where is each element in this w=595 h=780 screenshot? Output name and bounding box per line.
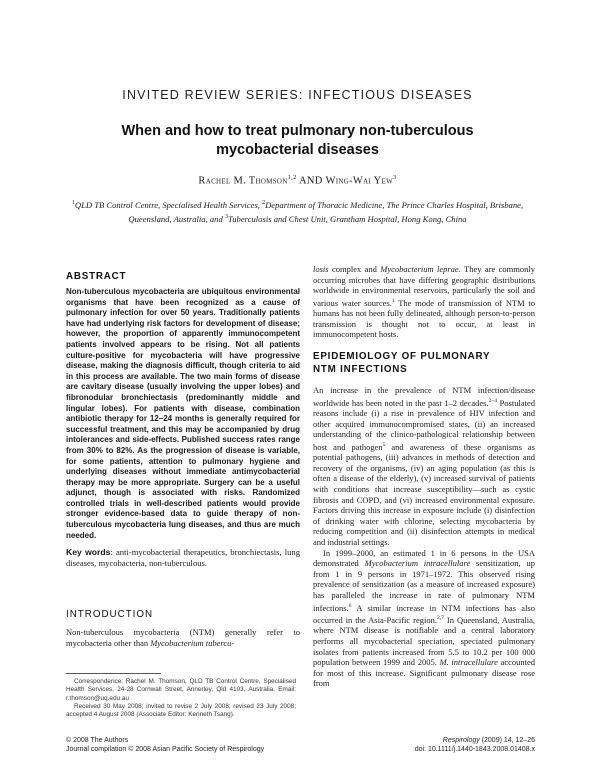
affil-marker-3: 3 [224,213,228,220]
affiliations [62,197,533,225]
citation-ref[interactable]: 1 [391,297,395,304]
intro-cont-text-1: complex and [328,264,381,274]
intro-text: Non-tuberculous mycobacteria (NTM) generally refer to mycobacteria other than [66,627,300,648]
citation-footer [415,736,535,754]
epi-p2-text-b: sensitization, up from 1 in 9 persons in 1971–1972. This observed rising prevalence of sensitization (as a measure of increased exposure) has paralleled the increase in rate of pulmonary NTM infections. [313,558,535,613]
right-column [313,264,535,689]
abstract-heading: ABSTRACT [66,271,127,282]
species-leprae: Mycobacterium leprae [380,264,459,274]
affil-marker-2: 2 [262,200,266,206]
citation-ref[interactable]: 2–4 [488,397,498,404]
author-list [0,174,595,187]
footnote [66,678,296,719]
author-yew-affil: 3 [393,174,397,181]
introduction-section [66,608,300,648]
abstract-body: Non-tuberculous mycobacteria are ubiquitous environmental organisms that have been recognized as a cause of pulmonary infection for over 50 years. Traditionally patients have had underlying risk factors for development of disease; however, the proportion of apparently immunocompetent patients involved appears to be rising. Not all patients culture-positive for mycobacteria will have progressive disease, making the diagnosis difficult, though criteria to aid in this process are available. The two main forms of disease are cavitary disease (usually involving the upper lobes) and fibronodular bronchiectasis (predominantly middle and lingular lobes). For patients with disease, combination antibiotic therapy for 12–24 months is generally required for successful treatment, and this may be accompanied by drug intolerances and side-effects. Published success rates range from 30% to 82%. As the progression of disease is variable, for some patients, attention to pulmonary hygiene and underlying diseases without immediate antimycobacterial therapy may be more appropriate. Surgery can be a useful adjunct, though is associated with risks. Randomized controlled trials in well-described patients would provide stronger evidence-based data to guide therapy of non-tuberculous mycobacteria lung diseases, and thus are much needed. [66,287,300,540]
epidemiology-heading-line-1: EPIDEMIOLOGY OF PULMONARY [313,350,491,362]
affil-text-1: QLD TB Control Centre, Specialised Health Services, [74,199,263,210]
affil-marker-1: 1 [71,200,75,206]
affil-text-2: Department of Thoracic Medicine, The Prince Charles Hospital, Brisbane, Queensland, Australia, and [128,199,524,224]
intro-cont-text-2: . They are commonly occurring microbes that have differing geographic distributions worldwide in environmental reservoirs, particularly the soil and various water sources. [313,264,535,308]
citation-ref[interactable]: 2,7 [436,614,444,621]
footnote-divider [66,673,161,674]
epi-p1-text-b: Postulated reasons include (i) a rise in prevalence of HIV infection and other acquired immunocompromised states, (ii) an increased understanding of the clinico-pathological relationship between host and pathogen [313,397,535,452]
intro-species-italic: Mycobacterium tubercu- [150,637,235,648]
intro-cont-text-3: The mode of transmission of NTM to humans has not been fully delineated, although person-to-person transmission is thought not to occur, at least in immunocompetent hosts. [313,297,535,340]
citation-ref[interactable]: 6 [348,602,352,609]
epi-p2-text-e: accounted for most of this increase. Significant pulmonary disease rose from [313,657,536,689]
title-line-1: When and how to treat pulmonary non-tuberculous [121,123,474,139]
title-line-2: mycobacterial diseases [216,142,379,158]
journal-citation [415,736,535,745]
journal-name: Respirology [442,737,480,744]
author-thomson-affil: 1,2 [287,174,297,181]
author-yew[interactable]: Wing-Wai Yew [325,175,394,187]
epi-p2-text-d: In Queensland, Australia, where NTM disease is notifiable and a central laboratory performs all mycobacterial speciation, speciated pulmonary isolates from patients increased from 5.5 to 10.2 per 100 000 population between 1999 and 2005. [313,614,535,668]
left-column [66,270,300,568]
epi-p2-text-c: A similar increase in NTM infections has also occurred in the Asia-Pacific region. [313,602,535,625]
epidemiology-heading-line-2: NTM INFECTIONS [313,363,408,375]
volume-pages: (2009) 14, 12–26 [479,737,535,744]
intro-continuation [313,264,535,340]
epidemiology-paragraph-2 [313,548,535,689]
epi-p1-text-a: An increase in the prevalence of NTM infection/disease worldwide has been noted in the past 1–2 decades. [313,384,535,408]
species-tuberculosis: losis [313,264,329,274]
keywords-list: : anti-mycobacterial therapeutics, bronchiectasis, lung diseases, mycobacteria, non-tuberculous. [66,547,300,568]
citation-ref[interactable]: 5 [382,441,386,448]
epi-p2-text-a: In 1999–2000, an estimated 1 in 6 persons in the USA demonstrated [313,547,535,569]
author-thomson[interactable]: Rachel M. Thomson [198,175,288,187]
author-conjunction: AND [296,175,326,187]
introduction-paragraph [66,627,300,648]
copyright-authors: © 2008 The Authors [66,737,129,744]
epidemiology-paragraph-1 [313,385,535,548]
review-series-label: INVITED REVIEW SERIES: INFECTIOUS DISEASES [122,88,473,102]
epi-p1-text-c: and awareness of these organisms as potential pathogens, (iii) advances in methods of detection and recovery of the organisms, (iv) an aging population (as this is often a disease of the elderly), (v) increased survival of patients with conditions that increase susceptibility—such as cystic fibrosis and COPD, and (vi) increased environmental exposure. Factors driving this increase in exposure include (i) disinfection of drinking water with chlorine, selecting mycobacteria by reducing competition and (ii) disinfection attempts in medical and industrial settings. [313,441,535,547]
correspondence-note: Correspondence: Rachel M. Thomson, QLD TB Control Centre, Specialised Health Services, 24-28 Cornwall Street, Annerley, Qld 4103, Australia. Email: r.thomson@uq.edu.au [66,678,296,702]
received-note: Received 30 May 2008; invited to revise 2 July 2008; revised 23 July 2008; accepted 4 August 2008 (Associate Editor: Kenneth Tsang). [66,702,296,719]
affil-text-3: Tuberculosis and Chest Unit, Grantham Hospital, Hong Kong, China [227,213,467,224]
species-intracellulare: Mycobacterium intracellulare [364,558,471,569]
keywords [66,547,300,568]
article-title [80,122,515,160]
copyright-journal: Journal compilation © 2008 Asian Pacific Society of Respirology [66,746,265,753]
copyright-footer [66,736,264,754]
introduction-heading: INTRODUCTION [66,609,154,620]
keywords-label: Key words [66,547,111,558]
doi-link[interactable]: doi: 10.1111/j.1440-1843.2008.01408.x [414,746,535,753]
species-intracellulare-abbrev: M. intracellulare [439,657,498,668]
epidemiology-heading [313,350,535,376]
